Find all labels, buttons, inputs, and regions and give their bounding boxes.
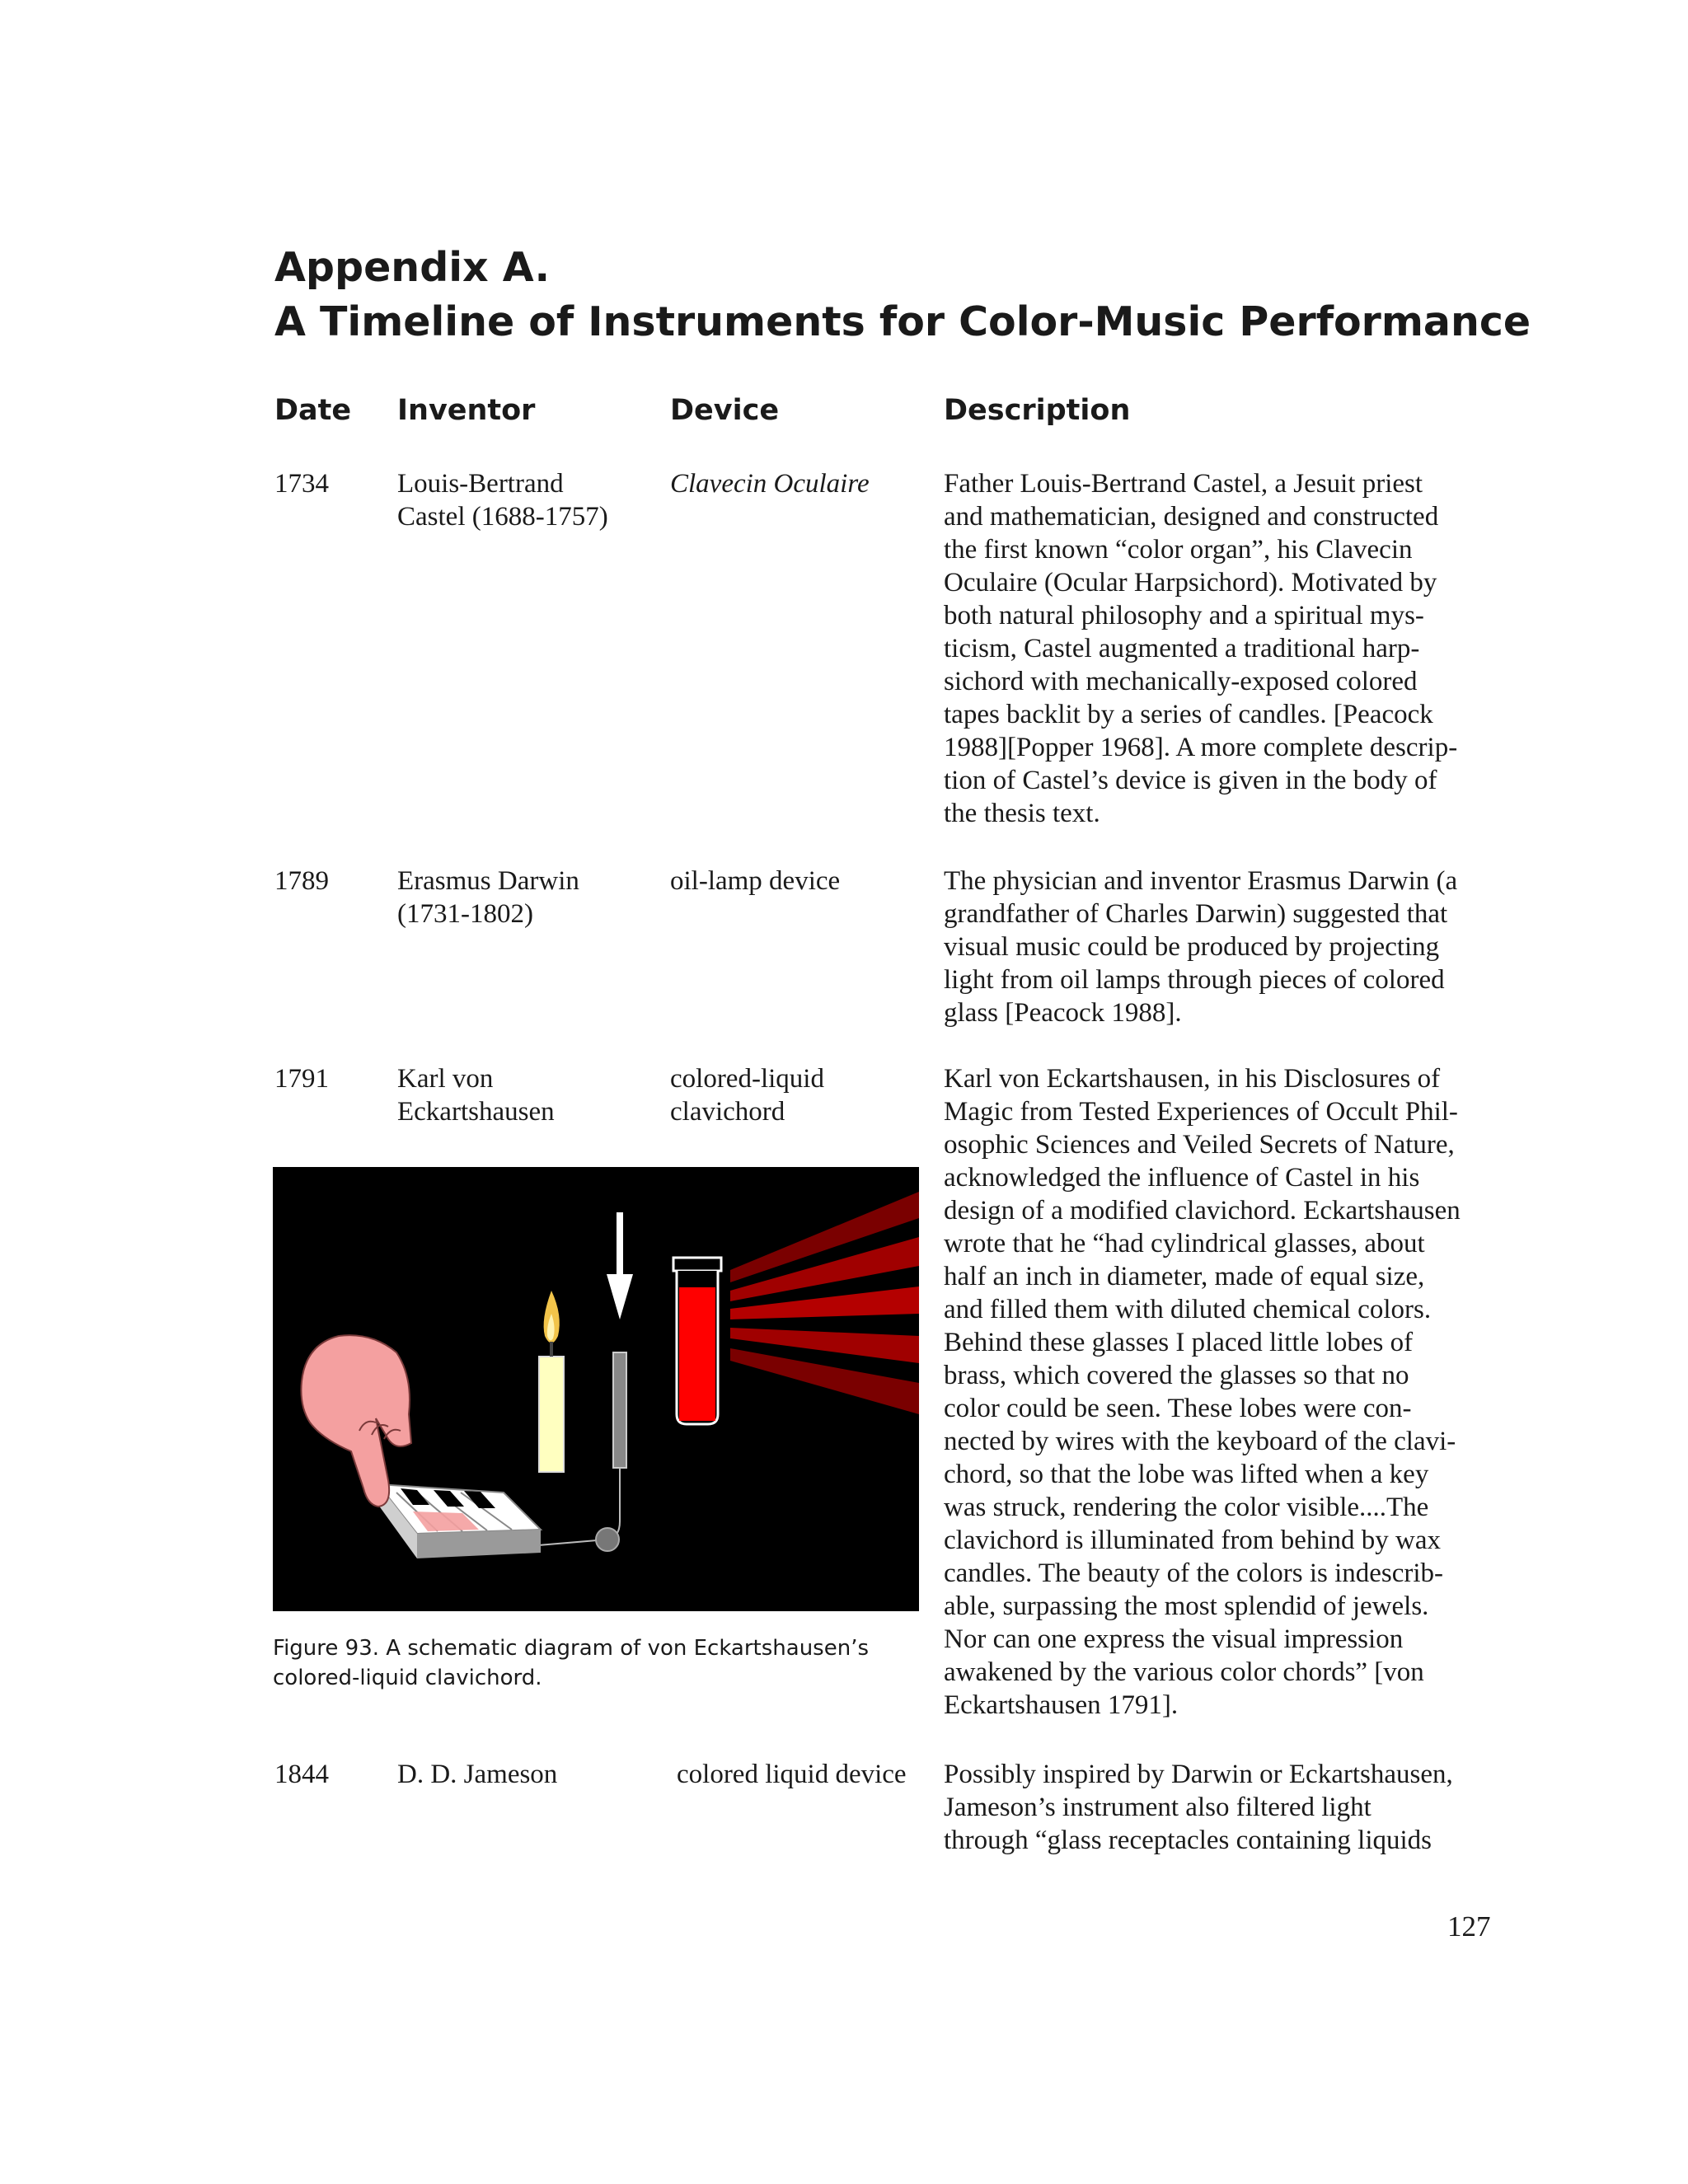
description-line: light from oil lamps through pieces of colored: [944, 965, 1445, 995]
row-1791-date: 1791: [274, 1064, 329, 1094]
row-1789-description: [944, 865, 1457, 1029]
description-line: the thesis text.: [944, 799, 1100, 828]
description-line: color could be seen. These lobes were con-: [944, 1394, 1412, 1423]
colored-liquid: [679, 1287, 715, 1421]
description-line: able, surpassing the most splendid of jewels.: [944, 1591, 1429, 1621]
description-line: candles. The beauty of the colors is indescrib-: [944, 1558, 1444, 1588]
description-line: 1988][Popper 1968]. A more complete descrip-: [944, 733, 1458, 762]
description-line: glass [Peacock 1988].: [944, 998, 1182, 1028]
description-line: The physician and inventor Erasmus Darwin (a: [944, 866, 1458, 896]
description-line: brass, which covered the glasses so that no: [944, 1361, 1409, 1390]
row-1734-date: 1734: [274, 469, 329, 499]
description-line: Father Louis-Bertrand Castel, a Jesuit priest: [944, 469, 1423, 499]
row-1844-device: [677, 1758, 907, 1791]
description-line: through “glass receptacles containing liquids: [944, 1825, 1432, 1855]
description-line: clavichord is illuminated from behind by wax: [944, 1526, 1442, 1555]
row-1789-inventor: [397, 865, 579, 930]
description-line: osophic Sciences and Veiled Secrets of Nature,: [944, 1130, 1455, 1160]
description-line: Behind these glasses I placed little lobes of: [944, 1328, 1414, 1357]
description-line: and mathematician, designed and constructed: [944, 502, 1439, 532]
header-date: Date: [274, 394, 352, 427]
description-line: Magic from Tested Experiences of Occult Phil-: [944, 1097, 1458, 1127]
description-line: Eckartshausen 1791].: [944, 1690, 1179, 1720]
description-line: ticism, Castel augmented a traditional harp-: [944, 634, 1420, 663]
description-line: Karl von Eckartshausen, in his Disclosures of: [944, 1064, 1441, 1094]
page-title: [274, 241, 1593, 349]
description-line: grandfather of Charles Darwin) suggested that: [944, 899, 1448, 929]
description-line: Jameson’s instrument also filtered light: [944, 1793, 1372, 1822]
row-1844-date: 1844: [274, 1760, 329, 1789]
header-device: Device: [670, 394, 780, 427]
row-1844-description: [944, 1758, 1453, 1857]
description-line: chord, so that the lobe was lifted when a key: [944, 1460, 1429, 1489]
caption-line: Figure 93. A schematic diagram of von Eckartshausen’s: [273, 1636, 870, 1661]
description-line: was struck, rendering the color visible....The: [944, 1493, 1429, 1522]
description-line: nected by wires with the keyboard of the clavi-: [944, 1427, 1456, 1456]
inventor-line: D. D. Jameson: [397, 1760, 558, 1789]
description-line: visual music could be produced by projecting: [944, 932, 1440, 962]
row-1844-inventor: [397, 1758, 557, 1791]
description-line: the first known “color organ”, his Clavecin: [944, 535, 1413, 565]
description-line: Oculaire (Ocular Harpsichord). Motivated by: [944, 568, 1437, 598]
inventor-line: (1731-1802): [397, 899, 533, 929]
caption-line: colored-liquid clavichord.: [273, 1666, 542, 1690]
row-1789-date: 1789: [274, 866, 329, 896]
row-1791-description: [944, 1062, 1461, 1722]
row-1734-description: [944, 467, 1457, 830]
inventor-line: Castel (1688-1757): [397, 502, 608, 532]
inventor-line: Erasmus Darwin: [397, 866, 579, 896]
page-number: 127: [1447, 1910, 1491, 1943]
description-line: wrote that he “had cylindrical glasses, about: [944, 1229, 1425, 1258]
description-line: awakened by the various color chords” [von: [944, 1657, 1424, 1687]
clavichord-diagram: [273, 1167, 919, 1611]
description-line: Nor can one express the visual impression: [944, 1624, 1404, 1654]
row-1734-device: [670, 467, 870, 500]
device-line: oil-lamp device: [670, 866, 841, 896]
inventor-line: Eckartshausen: [397, 1097, 555, 1127]
description-line: tion of Castel’s device is given in the body of: [944, 766, 1437, 795]
row-1789-device: [670, 865, 840, 898]
description-line: and filled them with diluted chemical colors.: [944, 1295, 1432, 1324]
description-line: half an inch in diameter, made of equal size,: [944, 1262, 1425, 1291]
device-line: clavichord: [670, 1097, 785, 1127]
pulley: [596, 1528, 619, 1551]
row-1791-device: [670, 1062, 824, 1128]
description-line: tapes backlit by a series of candles. [Peacock: [944, 700, 1433, 729]
title-line-1: Appendix A.: [274, 244, 551, 291]
header-description: Description: [944, 394, 1131, 427]
figure-caption: [273, 1633, 932, 1693]
device-line: Clavecin Oculaire: [670, 469, 870, 499]
inventor-line: Karl von: [397, 1064, 494, 1094]
brass-lobe: [613, 1352, 626, 1468]
header-inventor: Inventor: [397, 394, 536, 427]
liquid-tube: [673, 1258, 721, 1424]
clavichord-diagram-svg: [273, 1167, 919, 1611]
inventor-line: Louis-Bertrand: [397, 469, 564, 499]
device-line: colored-liquid: [670, 1064, 824, 1094]
description-line: design of a modified clavichord. Eckartshausen: [944, 1196, 1461, 1226]
description-line: both natural philosophy and a spiritual mys-: [944, 601, 1424, 630]
device-line: colored liquid device: [677, 1760, 907, 1789]
row-1734-inventor: [397, 467, 608, 533]
row-1791-inventor: [397, 1062, 555, 1128]
description-line: sichord with mechanically-exposed colored: [944, 667, 1418, 696]
description-line: Possibly inspired by Darwin or Eckartshausen,: [944, 1760, 1453, 1789]
title-line-2: A Timeline of Instruments for Color-Music Performance: [274, 298, 1531, 345]
description-line: acknowledged the influence of Castel in his: [944, 1163, 1420, 1193]
